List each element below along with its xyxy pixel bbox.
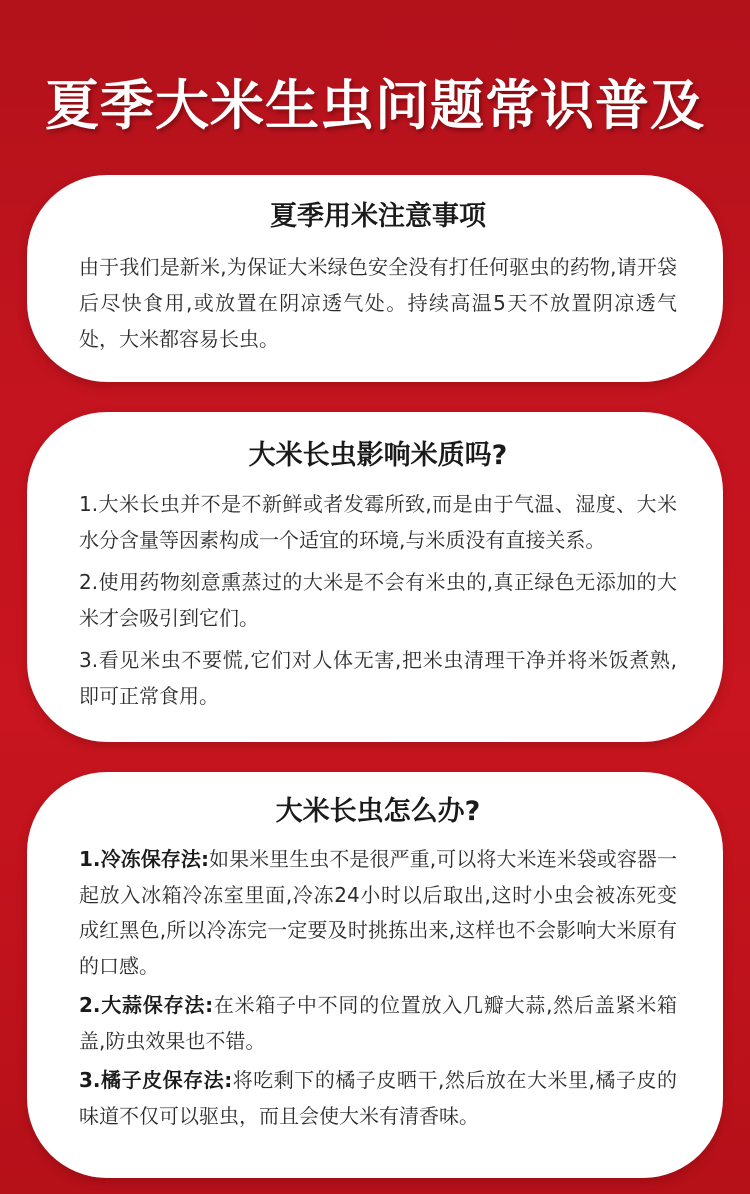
- quality-card: [27, 412, 723, 742]
- notice-title: 夏季用米注意事项: [270, 201, 486, 232]
- solution-item-3-lead: 3.橘子皮保存法:: [79, 1068, 233, 1092]
- solution-item-1-lead: 1.冷冻保存法:: [79, 847, 209, 871]
- page-title: 夏季大米生虫问题常识普及: [45, 73, 705, 138]
- notice-body: 由于我们是新米,为保证大米绿色安全没有打任何驱虫的药物,请开袋后尽快食用,或放置在阴凉透气处。持续高温5天不放置阴凉透气处，大米都容易长虫。: [79, 255, 677, 351]
- solution-item-3-text: 将吃剩下的橘子皮晒干,然后放在大米里,橘子皮的味道不仅可以驱虫，而且会使大米有清香味。: [79, 1068, 678, 1128]
- solution-item-1: [79, 842, 677, 984]
- solution-item-1-text: 如果米里生虫不是很严重,可以将大米连米袋或容器一起放入冰箱冷冻室里面,冷冻24小时以后取出,这时小虫会被冻死变成红黑色,所以冷冻完一定要及时挑拣出来,这样也不会影响大米原有的口感。: [79, 847, 677, 978]
- solution-item-2-text: 在米箱子中不同的位置放入几瓣大蒜,然后盖紧米箱盖,防虫效果也不错。: [79, 993, 677, 1053]
- quality-item-1: 1.大米长虫并不是不新鲜或者发霉所致,而是由于气温、湿度、大米水分含量等因素构成一个适宜的环境,与米质没有直接关系。: [79, 492, 677, 552]
- quality-item-2: 2.使用药物刻意熏蒸过的大米是不会有米虫的,真正绿色无添加的大米才会吸引到它们。: [79, 570, 677, 630]
- notice-card: [27, 175, 723, 382]
- quality-item-3: 3.看见米虫不要慌,它们对人体无害,把米虫清理干净并将米饭煮熟,即可正常食用。: [79, 648, 677, 708]
- solutions-card: [27, 772, 723, 1178]
- solution-item-2-lead: 2.大蒜保存法:: [79, 993, 214, 1017]
- quality-title: 大米长虫影响米质吗?: [248, 440, 508, 471]
- solution-item-3: [79, 1063, 677, 1134]
- solution-item-2: [79, 988, 677, 1059]
- solutions-title: 大米长虫怎么办?: [275, 796, 481, 827]
